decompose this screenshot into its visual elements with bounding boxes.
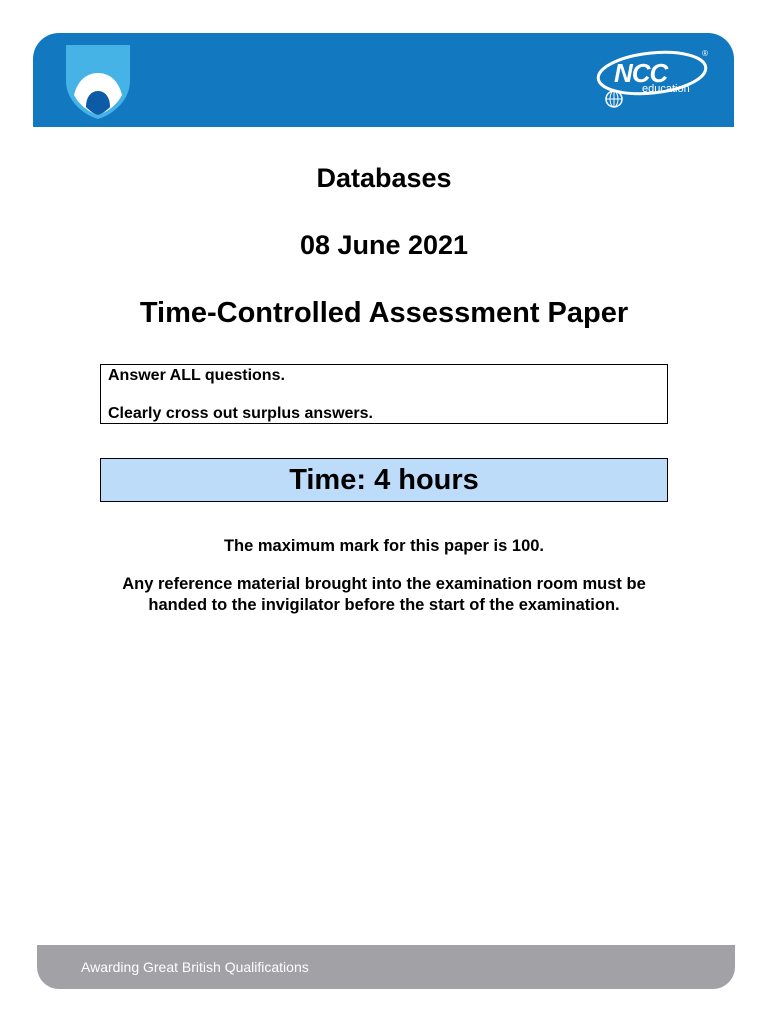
time-allowed-box — [100, 458, 668, 502]
max-mark-text: The maximum mark for this paper is 100. — [223, 537, 545, 555]
ncc-brand-text: NCC — [614, 58, 668, 88]
reference-material-line-1: Any reference material brought into the examination room must be — [122, 575, 646, 593]
paper-date: 08 June 2021 — [299, 230, 469, 260]
reference-material-line-2: handed to the invigilator before the start of the examination. — [148, 596, 620, 614]
instruction-answer-all: Answer ALL questions. — [108, 367, 285, 384]
footer-band — [37, 945, 735, 989]
instruction-cross-out: Clearly cross out surplus answers. — [108, 405, 373, 422]
shield-logo-icon — [66, 45, 130, 119]
registered-mark: ® — [702, 49, 708, 58]
time-allowed-label: Time: 4 hours — [289, 464, 479, 496]
header-band — [33, 33, 734, 127]
instructions-box — [100, 364, 668, 424]
footer-tagline: Awarding Great British Qualifications — [81, 959, 309, 975]
ncc-brand-subtext: education — [642, 83, 690, 95]
paper-type-title: Time-Controlled Assessment Paper — [139, 297, 629, 329]
paper-subject: Databases — [316, 163, 452, 193]
ncc-education-logo — [594, 49, 712, 111]
